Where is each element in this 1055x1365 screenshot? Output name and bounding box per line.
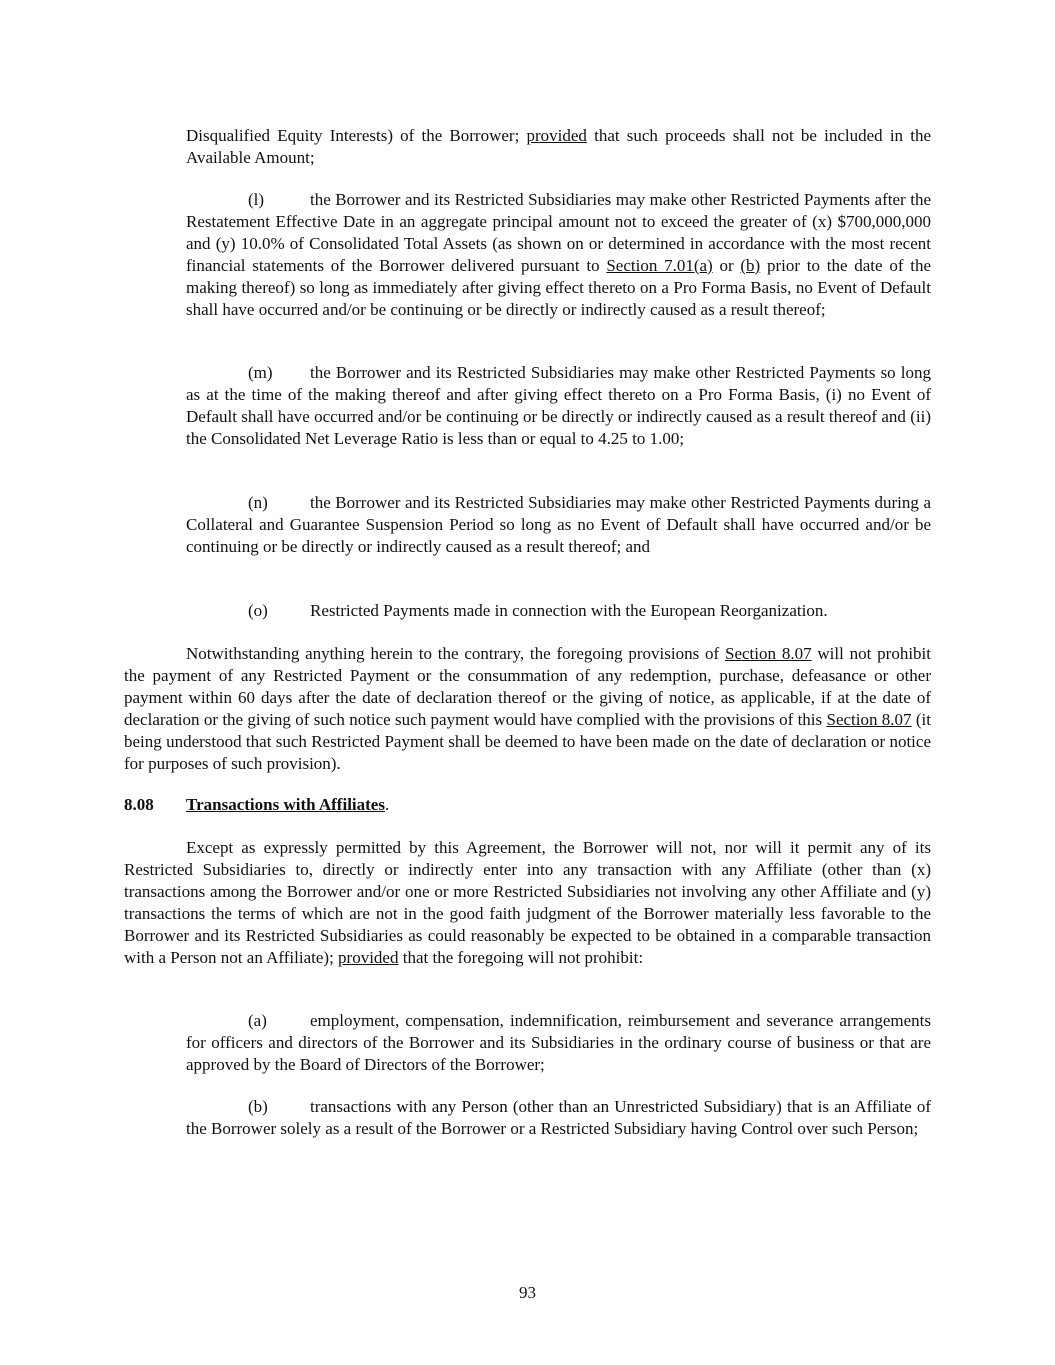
paragraph-b: (b) transactions with any Person (other than an Unrestricted Subsidiary) that is an Affiliate of the Borrower solely as a result of the Borrower or a Restricted Subsidiary having Control over such Person; (186, 1097, 931, 1138)
paragraph-l: (l) the Borrower and its Restricted Subsidiaries may make other Restricted Payments after the Restatement Effective Date in an aggregate principal amount not to exceed the greater of (x) $700,000,000 and (y) 10.0% of Consolidated Total Assets (as shown on or determined in accordance with the most recent financial statements of the Borrower delivered pursuant to Section 7.01(a) or (b) prior to the date of the making thereof) so long as immediately after giving effect thereto on a Pro Forma Basis, no Event of Default shall have occurred and/or be continuing or be directly or indirectly caused as a result thereof; (186, 190, 931, 319)
section-title: Transactions with Affiliates (186, 795, 385, 814)
paragraph-k-continuation: Disqualified Equity Interests) of the Borrower; provided that such proceeds shall not be included in the Available Amount; (186, 126, 931, 167)
clause-label-n: (n) (248, 493, 268, 512)
section-reference: (b) (740, 256, 761, 275)
clause-label-l: (l) (248, 190, 265, 209)
section-number: 8.08 (124, 795, 154, 814)
clause-label-o: (o) (248, 601, 268, 620)
paragraph-n: (n) the Borrower and its Restricted Subsidiaries may make other Restricted Payments during a Collateral and Guarantee Suspension Period so long as no Event of Default shall have occurred and/or be continuing or be directly or indirectly caused as a result thereof; and (186, 493, 931, 556)
paragraph-a: (a) employment, compensation, indemnification, reimbursement and severance arrangements for officers and directors of the Borrower and its Subsidiaries in the ordinary course of business or that are approved by the Board of Directors of the Borrower; (186, 1011, 931, 1074)
paragraph-m: (m) the Borrower and its Restricted Subsidiaries may make other Restricted Payments so long as at the time of the making thereof and after giving effect thereto on a Pro Forma Basis, (i) no Event of Default shall have occurred and/or be continuing or be directly or indirectly caused as a result thereof and (ii) the Consolidated Net Leverage Ratio is less than or equal to 4.25 to 1.00; (186, 363, 931, 448)
page-number: 93 (519, 1283, 536, 1302)
section-heading-8-08: 8.08 Transactions with Affiliates. (124, 795, 390, 814)
paragraph-except: Except as expressly permitted by this Agreement, the Borrower will not, nor will it permit any of its Restricted Subsidiaries to, directly or indirectly enter into any transaction with any Affiliate (other than (x) transactions among the Borrower and/or one or more Restricted Subsidiaries not involving any other Affiliate and (y) transactions the terms of which are not in the good faith judgment of the Borrower materially less favorable to the Borrower and its Restricted Subsidiaries as could reasonably be expected to be obtained in a comparable transaction with a Person not an Affiliate); provided that the foregoing will not prohibit: (124, 838, 931, 967)
clause-label-a: (a) (248, 1011, 267, 1030)
clause-label-b: (b) (248, 1097, 268, 1116)
clause-label-m: (m) (248, 363, 273, 382)
section-reference: Section 7.01(a) (606, 256, 713, 275)
section-reference: Section 8.07 (725, 644, 812, 663)
section-reference: Section 8.07 (826, 710, 912, 729)
paragraph-notwithstanding: Notwithstanding anything herein to the contrary, the foregoing provisions of Section 8.07 will not prohibit the payment of any Restricted Payment or the consummation of any redemption, purchase, defeasance or other payment within 60 days after the date of declaration thereof or the giving of notice, as applicable, if at the date of declaration or the giving of such notice such payment would have complied with the provisions of this Section 8.07 (it being understood that such Restricted Payment shall be deemed to have been made on the date of declaration or notice for purposes of such provision). (124, 644, 932, 773)
underlined-term-provided: provided (338, 948, 399, 967)
underlined-term-provided: provided (526, 126, 587, 145)
paragraph-o: (o) Restricted Payments made in connection with the European Reorganization. (248, 601, 828, 620)
